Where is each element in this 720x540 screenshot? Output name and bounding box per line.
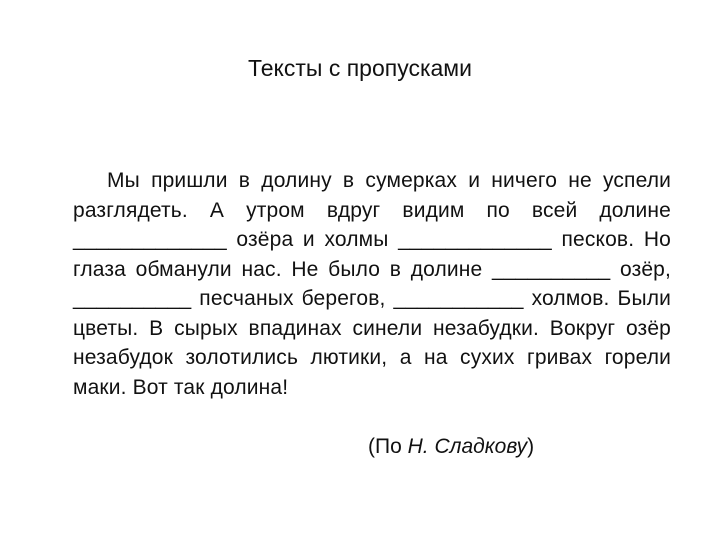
attribution-author: Н. Сладкову <box>407 435 528 458</box>
exercise-text: Мы пришли в долину в сумерках и ничего не успели разглядеть. А утром вдруг видим по всей долине _____________ озёра и холмы _____________ песков. Но глаза обманули нас. Не было в долине __________ озёр, __________ песчаных берегов, ___________ холмов. Были цветы. В сырых впадинах синели незабудки. Вокруг озёр незабудок золотились лютики, а на сухих гривах горели маки. Вот так долина! <box>73 169 671 399</box>
attribution-close: ) <box>527 435 535 458</box>
page-title: Тексты с пропусками <box>248 55 472 81</box>
attribution <box>368 432 534 462</box>
exercise-paragraph <box>73 166 671 402</box>
attribution-open: (По <box>368 435 408 458</box>
